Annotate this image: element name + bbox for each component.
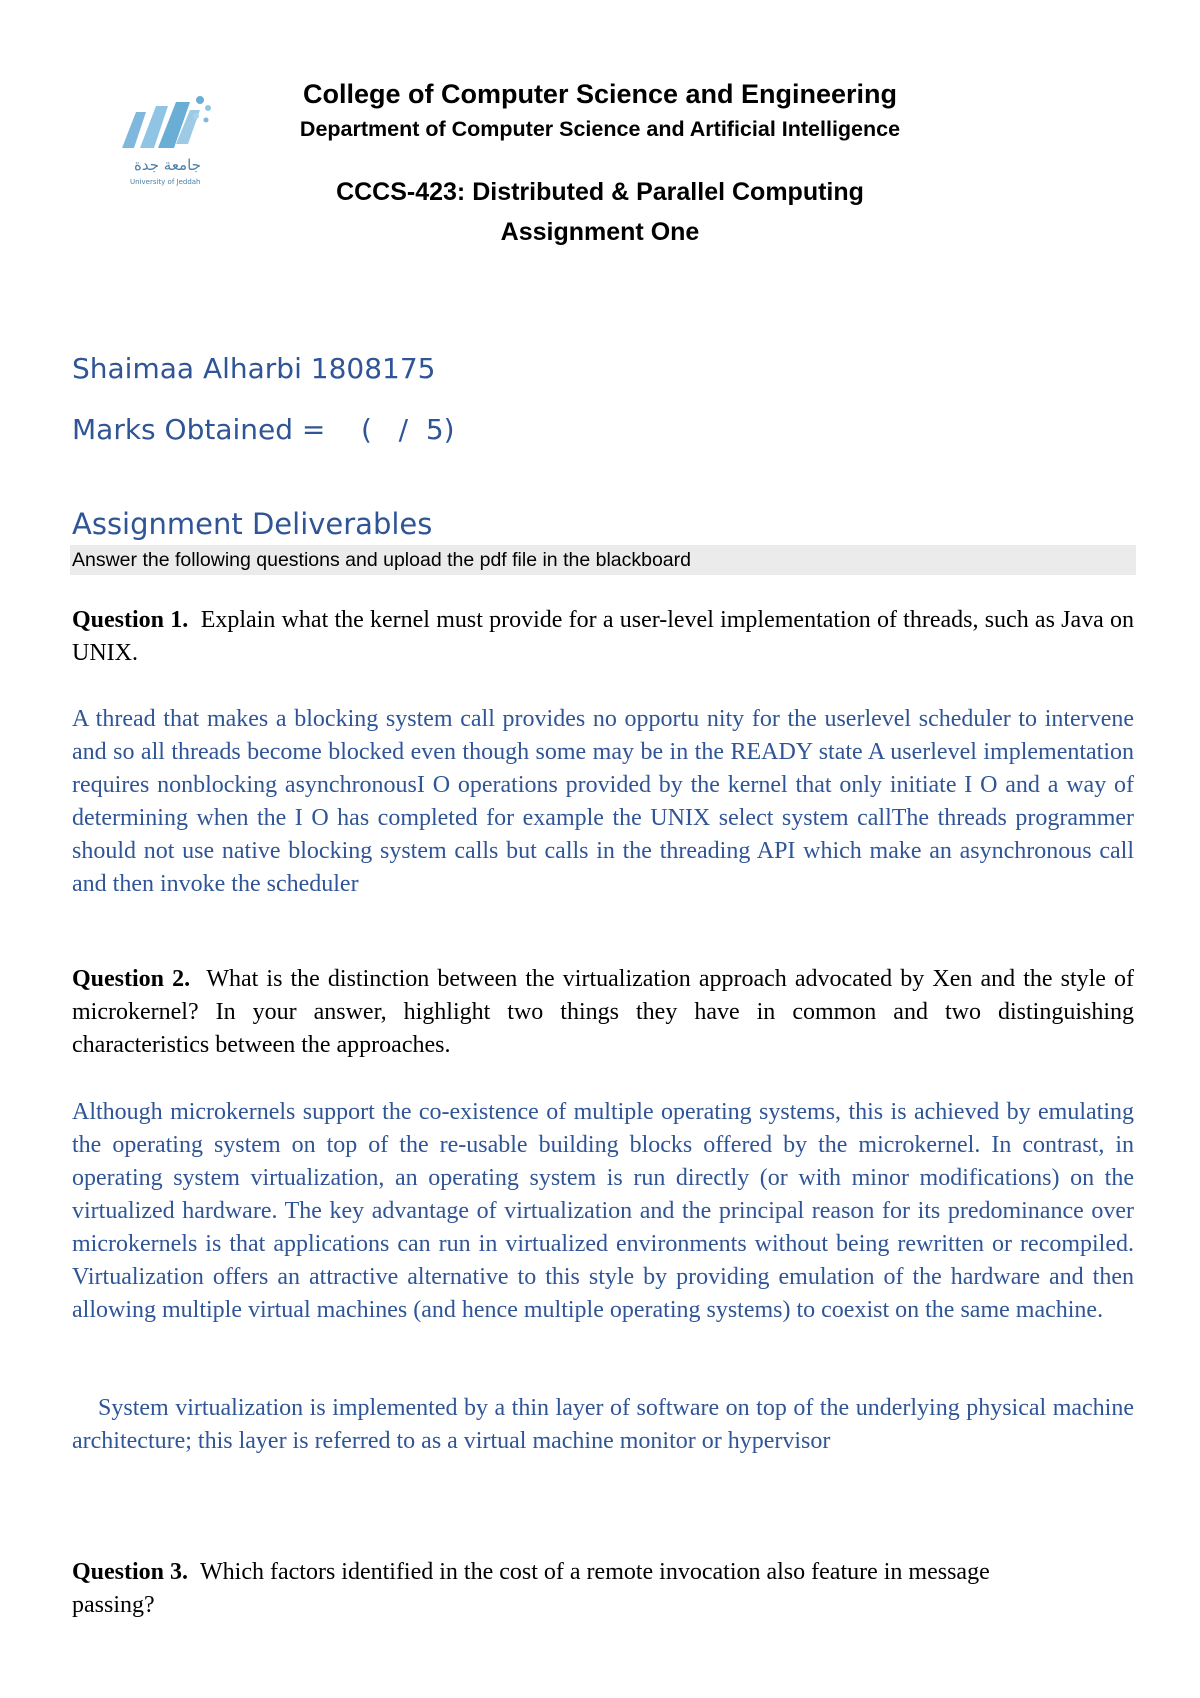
document-header [0,74,1200,252]
question-3 [72,1556,1072,1622]
answer-2-paragraph-1: Although microkernels support the co-existence of multiple operating systems, this is achieved by emulating the operating system on top of the re-usable building blocks offered by the microkernel. In contrast, in operating system virtualization, an operating system is run directly (or with minor modifications) on the virtualized hardware. The key advantage of virtualization and the principal reason for its predominance over microkernels is that applications can run in virtualized environments without being rewritten or recompiled. Virtualization offers an attractive alternative to this style by providing emulation of the hardware and then allowing multiple virtual machines (and hence multiple operating systems) to coexist on the same machine. [72,1099,1134,1323]
department-title: Department of Computer Science and Artificial Intelligence [299,117,901,141]
question-2 [72,963,1134,1062]
question-1-text: Explain what the kernel must provide for a user-level implementation of threads, such as Java on UNIX. [72,607,1135,666]
logo-arabic-text: جامعة جدة [134,156,201,174]
logo-english-text: University of Jeddah [130,178,201,186]
question-2-label: Question 2. [72,966,191,992]
question-3-label: Question 3. [72,1559,189,1585]
assignment-title: Assignment One [500,218,700,246]
student-info [72,346,455,453]
deliverables-heading: Assignment Deliverables [72,507,433,541]
marks-obtained: Marks Obtained = ( / 5) [72,413,455,446]
answer-1: A thread that makes a blocking system call provides no opportu nity for the userlevel scheduler to intervene and so all threads become blocked even though some may be in the READY state A userlevel implementation requires nonblocking asynchronousI O operations provided by the kernel that only initiate I O and a way of determining when the I O has completed for example the UNIX select system callThe threads programmer should not use native blocking system calls but calls in the threading API which make an asynchronous call and then invoke the scheduler [72,706,1134,897]
question-1-label: Question 1. [72,607,189,633]
course-title: CCCS-423: Distributed & Parallel Computing [336,178,864,206]
question-2-text: What is the distinction between the virtualization approach advocated by Xen and the style of microkernel? In your answer, highlight two things they have in common and two distinguishing characteristics between the approaches. [72,966,1135,1058]
college-title: College of Computer Science and Engineering [302,79,898,109]
answer-2-paragraph-2: System virtualization is implemented by a thin layer of software on top of the underlying physical machine architecture; this layer is referred to as a virtual machine monitor or hypervisor [72,1395,1134,1454]
question-1 [72,604,1134,670]
question-3-text: Which factors identified in the cost of a remote invocation also feature in message passing? [72,1559,990,1618]
deliverables-instruction: Answer the following questions and upload the pdf file in the blackboard [72,549,691,571]
student-name-id: Shaimaa Alharbi 1808175 [72,352,436,385]
